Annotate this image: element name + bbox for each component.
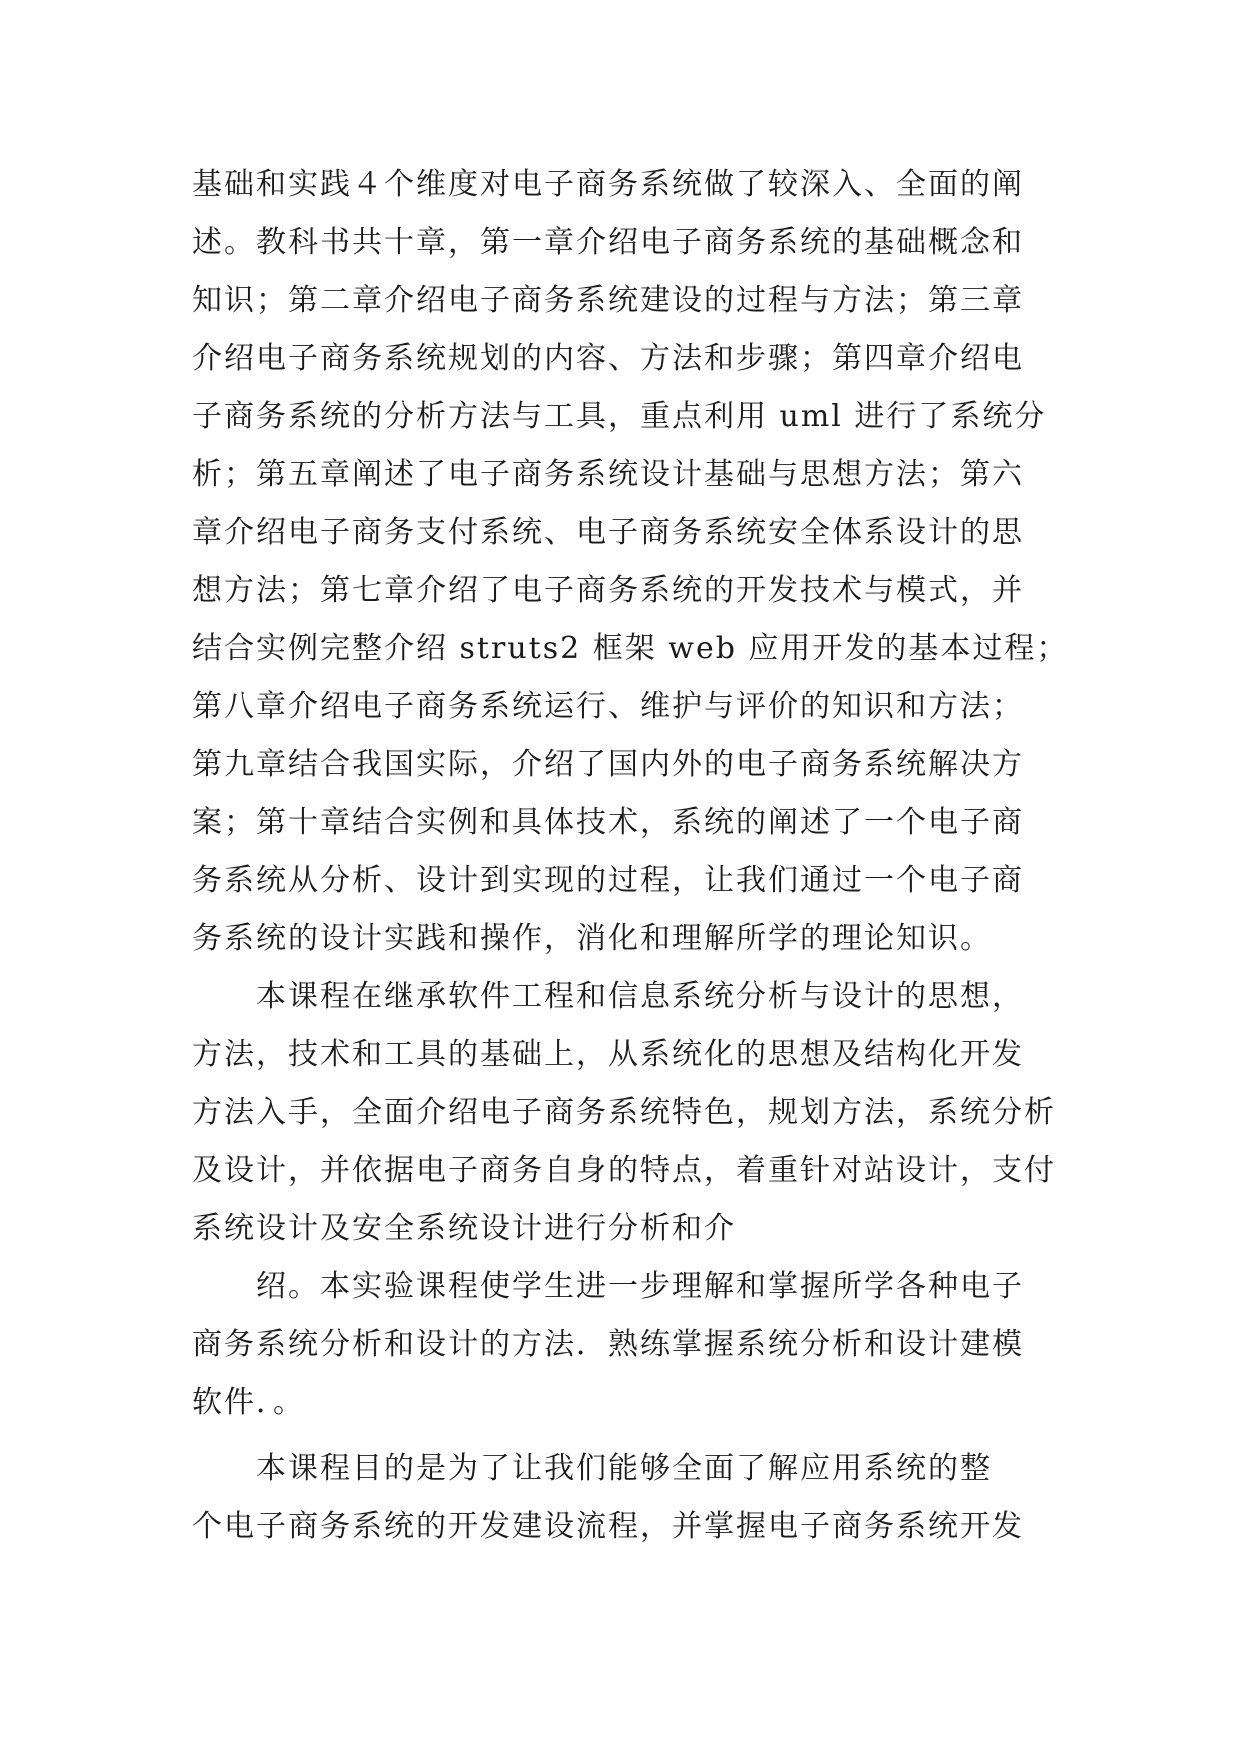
text-line: 析；第五章阐述了电子商务系统设计基础与思想方法；第六 xyxy=(192,457,1024,492)
text-line: 基础和实践４个维度对电子商务系统做了较深入、全面的阐 xyxy=(192,167,1024,202)
text-line: 及设计，并依据电子商务自身的特点，着重针对站设计，支付 xyxy=(192,1153,1056,1188)
text-line: 第九章结合我国实际，介绍了国内外的电子商务系统解决方 xyxy=(192,747,1024,782)
text-line: 方法入手，全面介绍电子商务系统特色，规划方法，系统分析 xyxy=(192,1095,1056,1130)
text-line: 第八章介绍电子商务系统运行、维护与评价的知识和方法； xyxy=(192,689,1024,724)
text-line: 案；第十章结合实例和具体技术，系统的阐述了一个电子商 xyxy=(192,805,1024,840)
text-line: 知识；第二章介绍电子商务系统建设的过程与方法；第三章 xyxy=(192,283,1024,318)
text-line: 软件．。 xyxy=(192,1385,305,1420)
document-body xyxy=(192,156,1069,1556)
paragraph-start-line: 绍。本实验课程使学生进一步理解和掌握所学各种电子 xyxy=(192,1269,1024,1304)
paragraph-start-line: 本课程目的是为了让我们能够全面了解应用系统的整 xyxy=(192,1451,992,1486)
text-line: 务系统从分析、设计到实现的过程，让我们通过一个电子商 xyxy=(192,863,1024,898)
text-line: 商务系统分析和设计的方法．熟练掌握系统分析和设计建模 xyxy=(192,1327,1024,1362)
text-line: 结合实例完整介绍 struts2 框架 web 应用开发的基本过程； xyxy=(192,631,1069,666)
text-line: 想方法；第七章介绍了电子商务系统的开发技术与模式，并 xyxy=(192,573,1024,608)
text-line: 章介绍电子商务支付系统、电子商务系统安全体系设计的思 xyxy=(192,515,1024,550)
text-line: 个电子商务系统的开发建设流程，并掌握电子商务系统开发 xyxy=(192,1509,1024,1544)
text-line: 务系统的设计实践和操作，消化和理解所学的理论知识。 xyxy=(192,921,992,956)
text-line: 述。教科书共十章，第一章介绍电子商务系统的基础概念和 xyxy=(192,225,1024,260)
text-line: 子商务系统的分析方法与工具，重点利用 uml 进行了系统分 xyxy=(192,399,1047,434)
paragraph-spacer xyxy=(192,1432,1062,1440)
text-line: 方法，技术和工具的基础上，从系统化的思想及结构化开发 xyxy=(192,1037,1024,1072)
text-line: 系统设计及安全系统设计进行分析和介 xyxy=(192,1211,736,1246)
paragraph-start-line: 本课程在继承软件工程和信息系统分析与设计的思想， xyxy=(192,979,1024,1014)
text-line: 介绍电子商务系统规划的内容、方法和步骤；第四章介绍电 xyxy=(192,341,1024,376)
